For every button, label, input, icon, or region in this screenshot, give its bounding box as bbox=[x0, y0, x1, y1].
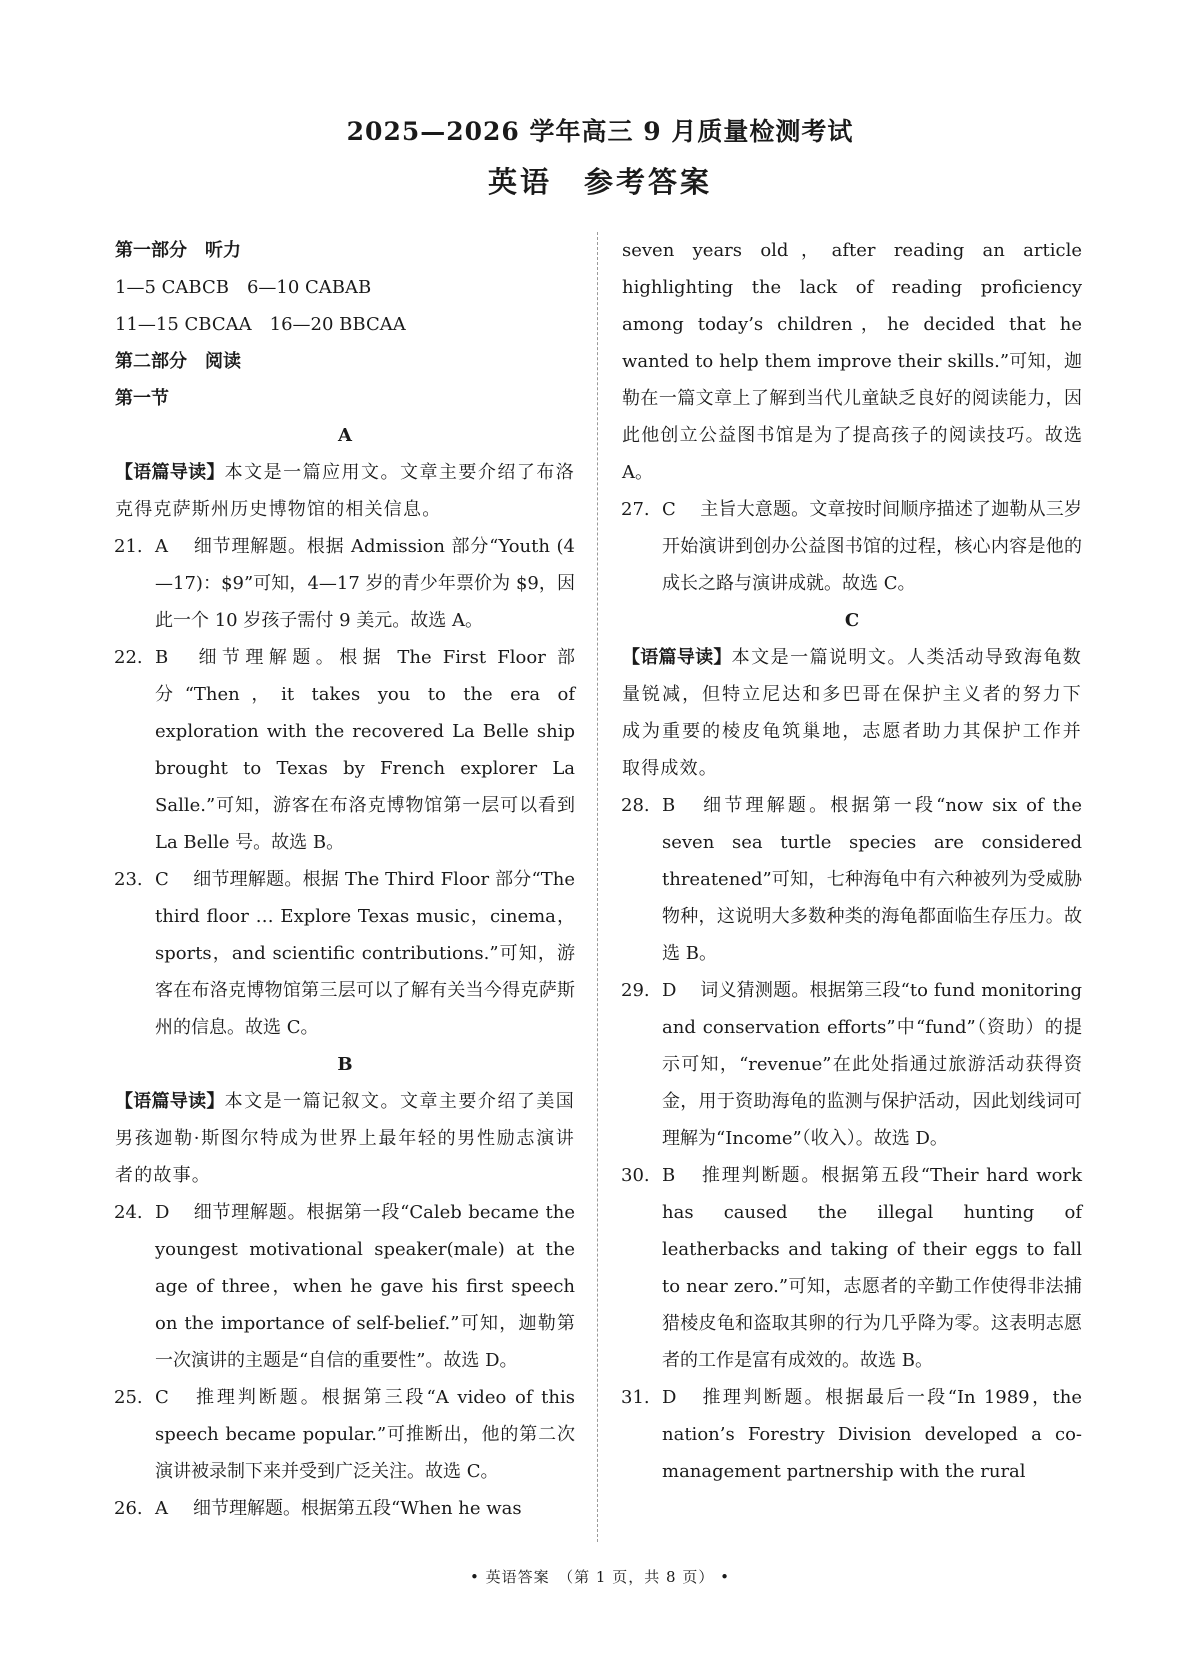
answer-item bbox=[115, 1379, 575, 1490]
answer-item bbox=[622, 972, 1082, 1157]
answer-letter: B bbox=[662, 1165, 676, 1186]
answer-item bbox=[622, 787, 1082, 972]
page-footer: • 英语答案 （第 1 页，共 8 页） • bbox=[470, 1568, 730, 1586]
answer-letter: D bbox=[155, 1202, 170, 1223]
left-column bbox=[115, 232, 575, 1527]
answer-letter: D bbox=[662, 1387, 677, 1408]
section-heading: 第一节 bbox=[115, 388, 169, 409]
answer-explanation: 细节理解题。根据第五段“When he was bbox=[193, 1498, 522, 1519]
answer-letter: A bbox=[155, 1498, 168, 1519]
answer-explanation: 词义猜测题。根据第三段“to fund monitoring and conservation efforts”中“fund”（资助）的提示可知，“revenue”在此处指通过旅游活动获得资金，用于资助海龟的监测与保护活动，因此划线词可理解为“Income”（收入）。故选 D。 bbox=[662, 980, 1082, 1149]
answer-explanation: 主旨大意题。文章按时间顺序描述了迦勒从三岁开始演讲到创办公益图书馆的过程，核心内容是他的成长之路与演讲成就。故选 C。 bbox=[662, 499, 1082, 594]
intro-text: 本文是一篇记叙文。文章主要介绍了美国男孩迦勒·斯图尔特成为世界上最年轻的男性励志演讲者的故事。 bbox=[115, 1091, 575, 1186]
page-subtitle: 英语 参考答案 bbox=[487, 165, 712, 199]
question-number: 27. bbox=[621, 499, 650, 520]
answer-letter: C bbox=[155, 869, 169, 890]
question-number: 29. bbox=[621, 980, 650, 1001]
answer-letter: C bbox=[662, 499, 676, 520]
answer-explanation: 细节理解题。根据 The Third Floor 部分“The third floor … Explore Texas music，cinema，sports，and scientific contributions.”可知，游客在布洛克博物馆第三层可以了解有关当今得克萨斯州的信息。故选 C。 bbox=[155, 869, 575, 1038]
question-number: 28. bbox=[621, 795, 650, 816]
intro-tag: 【语篇导读】 bbox=[115, 1091, 225, 1112]
answer-letter: A bbox=[155, 536, 168, 557]
answer-explanation: 细节理解题。根据 The First Floor 部分“Then，it takes you to the era of exploration with the recovered La Belle ship brought to Texas by French explorer La Salle.”可知，游客在布洛克博物馆第一层可以看到 La Belle 号。故选 B。 bbox=[155, 647, 575, 853]
listening-answers-1: 1—5 CABCB 6—10 CABAB bbox=[115, 277, 372, 298]
answer-item bbox=[115, 861, 575, 1046]
answer-letter: B bbox=[155, 647, 169, 668]
answer-explanation: 细节理解题。根据第一段“now six of the seven sea turtle species are considered threatened”可知，七种海龟中有六种被列为受威胁物种，这说明大多数种类的海龟都面临生存压力。故选 B。 bbox=[662, 795, 1082, 964]
answer-item bbox=[115, 639, 575, 861]
question-number: 31. bbox=[621, 1387, 650, 1408]
answer-explanation: 细节理解题。根据 Admission 部分“Youth (4—17)：$9”可知，4—17 岁的青少年票价为 $9，因此一个 10 岁孩子需付 9 美元。故选 A。 bbox=[155, 536, 575, 631]
answer-letter: B bbox=[662, 795, 676, 816]
answer-explanation: 细节理解题。根据第一段“Caleb became the youngest motivational speaker(male) at the age of three，when he gave his first speech on the importance of self-belief.”可知，迦勒第一次演讲的主题是“自信的重要性”。故选 D。 bbox=[155, 1202, 575, 1371]
question-number: 26. bbox=[114, 1498, 143, 1519]
listening-answers-2: 11—15 CBCAA 16—20 BBCAA bbox=[115, 314, 406, 335]
passage-b-label: B bbox=[337, 1054, 353, 1075]
intro-text: 本文是一篇应用文。文章主要介绍了布洛克得克萨斯州历史博物馆的相关信息。 bbox=[115, 462, 575, 520]
answer-item bbox=[622, 491, 1082, 602]
question-number: 25. bbox=[114, 1387, 143, 1408]
right-column bbox=[622, 232, 1082, 1490]
question-number: 24. bbox=[114, 1202, 143, 1223]
answer-item bbox=[115, 1194, 575, 1379]
answer-item bbox=[622, 1379, 1082, 1490]
intro-tag: 【语篇导读】 bbox=[115, 462, 225, 483]
answer-item bbox=[115, 1490, 575, 1527]
passage-b-intro bbox=[115, 1083, 575, 1194]
answer-continuation: seven years old，after reading an article highlighting the lack of reading proficiency among today’s children，he decided that he wanted to help them improve their skills.”可知，迦勒在一篇文章上了解到当代儿童缺乏良好的阅读能力，因此他创立公益图书馆是为了提高孩子的阅读技巧。故选 A。 bbox=[622, 240, 1082, 483]
question-number: 30. bbox=[621, 1165, 650, 1186]
question-number: 22. bbox=[114, 647, 143, 668]
passage-a-label: A bbox=[338, 425, 352, 446]
part2-heading: 第二部分 阅读 bbox=[115, 351, 241, 372]
answer-explanation: 推理判断题。根据最后一段“In 1989，the nation’s Forestry Division developed a co-management partnership with the rural bbox=[662, 1387, 1082, 1482]
question-number: 21. bbox=[114, 536, 143, 557]
answer-explanation: 推理判断题。根据第三段“A video of this speech became popular.”可推断出，他的第二次演讲被录制下来并受到广泛关注。故选 C。 bbox=[155, 1387, 575, 1482]
answer-letter: D bbox=[662, 980, 677, 1001]
passage-c-intro bbox=[622, 639, 1082, 787]
passage-a-intro bbox=[115, 454, 575, 528]
answer-letter: C bbox=[155, 1387, 169, 1408]
answer-explanation: 推理判断题。根据第五段“Their hard work has caused the illegal hunting of leatherbacks and taking of their eggs to fall to near zero.”可知，志愿者的辛勤工作使得非法捕猎棱皮龟和盗取其卵的行为几乎降为零。这表明志愿者的工作是富有成效的。故选 B。 bbox=[662, 1165, 1082, 1371]
intro-tag: 【语篇导读】 bbox=[622, 647, 732, 668]
intro-text: 本文是一篇说明文。人类活动导致海龟数量锐减，但特立尼达和多巴哥在保护主义者的努力下成为重要的棱皮龟筑巢地，志愿者助力其保护工作并取得成效。 bbox=[622, 647, 1082, 779]
part1-heading: 第一部分 听力 bbox=[115, 240, 241, 261]
question-number: 23. bbox=[114, 869, 143, 890]
page-title: 2025—2026 学年高三 9 月质量检测考试 bbox=[346, 117, 854, 146]
passage-c-label: C bbox=[844, 610, 860, 631]
answer-item bbox=[115, 528, 575, 639]
column-divider bbox=[597, 232, 598, 1542]
answer-item bbox=[622, 1157, 1082, 1379]
